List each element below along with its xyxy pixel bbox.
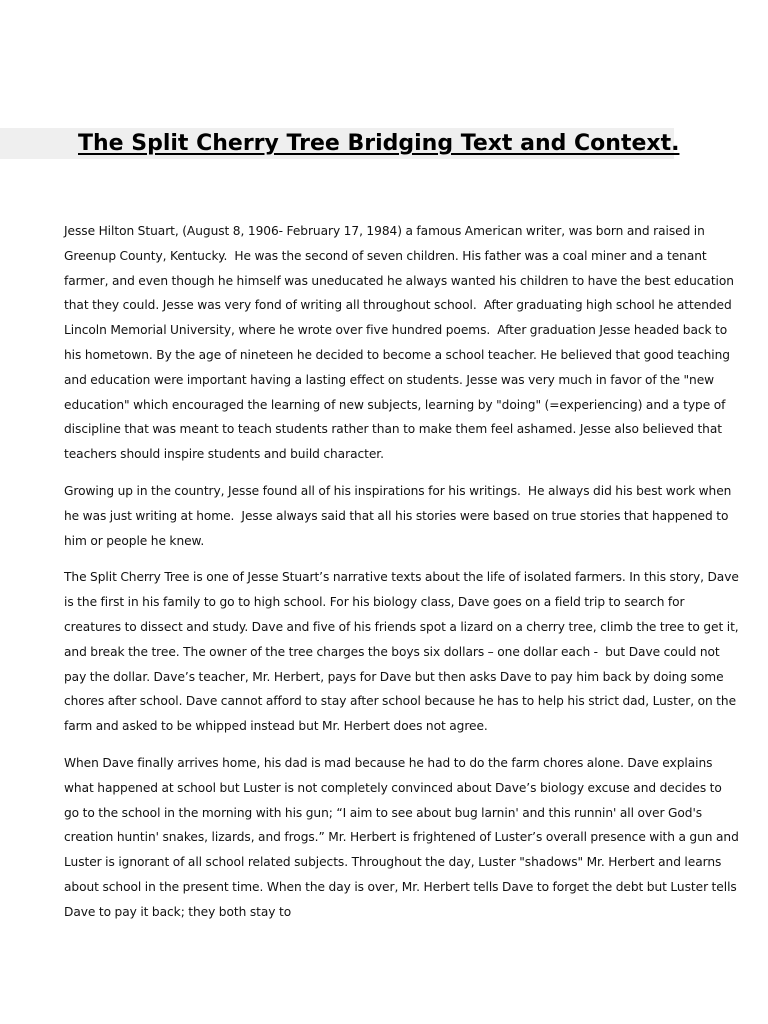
paragraph-story-continued: When Dave finally arrives home, his dad is mad because he had to do the farm chores alone. Dave explains what happened at school but Luster is not completely convinced about Dave’s biology excuse and decides to go to the school in the morning with his gun; “I aim to see about bug larnin' and this runnin' all over God's creation huntin' snakes, lizards, and frogs.” Mr. Herbert is frightened of Luster’s overall presence with a gun and Luster is ignorant of all school related subjects. Throughout the day, Luster "shadows" Mr. Herbert and learns about school in the present time. When the day is over, Mr. Herbert tells Dave to forget the debt but Luster tells Dave to pay it back; they both stay to	[64, 755, 743, 919]
paragraph-inspiration: Growing up in the country, Jesse found all of his inspirations for his writings. He always did his best work when he was just writing at home. Jesse always said that all his stories were based on true stories that happened to him or people he knew.	[64, 483, 735, 548]
paragraph-story-summary: The Split Cherry Tree is one of Jesse Stuart’s narrative texts about the life of isolated farmers. In this story, Dave is the first in his family to go to high school. For his biology class, Dave goes on a field trip to search for creatures to dissect and study. Dave and five of his friends spot a lizard on a cherry tree, climb the tree to get it, and break the tree. The owner of the tree charges the boys six dollars – one dollar each - but Dave could not pay the dollar. Dave’s teacher, Mr. Herbert, pays for Dave but then asks Dave to pay him back by doing some chores after school. Dave cannot afford to stay after school because he has to help his strict dad, Luster, on the farm and asked to be whipped instead but Mr. Herbert does not agree.	[64, 570, 743, 734]
paragraph-biography: Jesse Hilton Stuart, (August 8, 1906- February 17, 1984) a famous American writer, was born and raised in Greenup County, Kentucky. He was the second of seven children. His father was a coal miner and a tenant farmer, and even though he himself was uneducated he always wanted his children to have the best education that they could. Jesse was very fond of writing all throughout school. After graduating high school he attended Lincoln Memorial University, where he wrote over five hundred poems. After graduation Jesse headed back to his hometown. By the age of nineteen he decided to become a school teacher. He believed that good teaching and education were important having a lasting effect on students. Jesse was very much in favor of the "new education" which encouraged the learning of new subjects, learning by "doing" (=experiencing) and a type of discipline that was meant to teach students rather than to make them feel ashamed. Jesse also believed that teachers should inspire students and build character.	[64, 224, 738, 462]
document-body	[64, 219, 743, 937]
page-title: The Split Cherry Tree Bridging Text and Context.	[78, 131, 680, 156]
